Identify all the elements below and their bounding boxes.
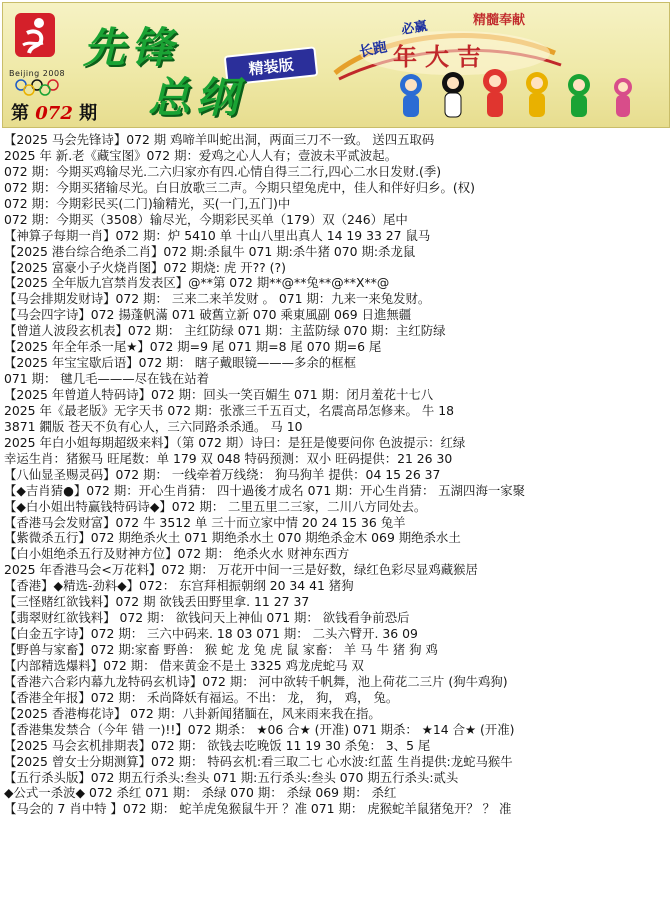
prediction-lines xyxy=(0,132,670,817)
header-banner xyxy=(2,2,670,128)
text-line: 幸运生肖：猪猴马 旺尾数：单 179 双 048 特码预测：双小 旺码提供：21 26 30 xyxy=(4,450,453,466)
text-line: 【2025 年全年杀一尾★】072 期=9 尾 071 期=8 尾 070 期=6 尾 xyxy=(4,339,382,355)
text-line: 【2025 全年版九宫禁肖发表区】@**第 072 期**@**兔**@**X**@ xyxy=(4,275,390,291)
text-line: 【2025 马会玄机排期表】072 期： 欲钱去吃晚饭 11 19 30 杀兔： 3、5 尾 xyxy=(4,737,431,753)
text-line: 【八仙显圣赐灵码】072 期： 一线牵着万线绕： 狗马狗羊 提供：04 15 26 37 xyxy=(4,466,441,482)
text-line: 072 期：今期买鸡输尽光.二六归家亦有四.心情自得三二行,四心二水日发财.(季) xyxy=(4,163,442,179)
mascot-figures-icon xyxy=(391,65,661,125)
issue-prefix: 第 xyxy=(11,103,29,124)
text-line: 【香港全年报】072 期： 禾尚降妖有福运。不出： 龙， 狗， 鸡， 兔。 xyxy=(4,689,399,705)
text-line: 【香港六合彩内幕九龙特码玄机诗】072 期： 河中欲转千帆舞，池上荷花二三片 (狗牛鸡狗) xyxy=(4,673,508,689)
beijing-emblem-icon xyxy=(9,11,61,65)
text-line: 【神算子每期一肖】072 期：炉 5410 单 十山八里出真人 14 19 33 27 鼠马 xyxy=(4,227,431,243)
slogan-new-year: 年大吉 xyxy=(393,42,489,71)
text-line: 2025 年 新.老《藏宝图》072 期：爱鸡之心人人有；壹波未平贰波起。 xyxy=(4,147,398,163)
text-line: 2025 年白小姐每期超级来料】（第 072 期）诗曰：是狂是傻要问你 色波提示：红绿 xyxy=(4,434,466,450)
text-line: 072 期：今期买猪输尽光。白日放歌三二声。今期只望兔虎中，佳人和伴好归乡。(权) xyxy=(4,179,475,195)
olympic-caption: Beijing 2008 xyxy=(9,69,66,78)
banner-title-top: 先锋 xyxy=(83,23,180,72)
text-line: 【香港马会发财富】072 牛 3512 单 三十而立家中情 20 24 15 36 兔羊 xyxy=(4,514,406,530)
text-line: 【2025 年曾道人特码诗】072 期：回头一笑百媚生 071 期：闭月羞花十七八 xyxy=(4,387,434,402)
text-line: 【香港】◆精选-劲料◆】072： 东宫拜相振朝纲 20 34 41 猪狗 xyxy=(4,578,354,594)
text-line: 【马会四字诗】072 揚蓬帆滿 071 破舊立新 070 乘東風副 069 日進無疆 xyxy=(4,307,412,323)
text-line: 071 期： 毽几毛———尽在钱在站着 xyxy=(4,371,209,387)
text-line: 072 期：今期买（3508）输尽光，今期彩民买单（179）双（246）尾中 xyxy=(4,211,408,227)
issue-number xyxy=(11,99,97,125)
text-line: 【2025 曾女士分期测算】072 期： 特码玄机:看三取二七 心水波:红蓝 生肖提供:龙蛇马猴牛 xyxy=(4,753,513,769)
text-line: ◆公式一杀波◆ 072 杀红 071 期： 杀绿 070 期： 杀绿 069 期： 杀红 xyxy=(4,785,397,801)
text-line: 【◆吉肖猜●】072 期：开心生肖猜： 四十過後才成名 071 期：开心生肖猜： 五湖四海一家聚 xyxy=(4,482,526,498)
text-line: 2025 年《最老版》无字天书 072 期：张涨三千五百丈，名震高昂怎修来。 牛 18 xyxy=(4,402,454,418)
text-line: 【白金五字诗】072 期： 三六中码来. 18 03 071 期： 二头六臂开. 36 09 xyxy=(4,626,418,642)
text-line: 【翡翠财红欲钱料】 072 期： 欲钱问天上神仙 071 期： 欲钱看争前恐后 xyxy=(4,610,410,626)
text-line: 【2025 香港梅花诗】 072 期：八卦新闻猪腼在，风来雨来我在指。 xyxy=(4,705,381,721)
text-line: 【白小姐绝杀五行及财神方位】072 期： 绝杀火水 财神东西方 xyxy=(4,546,350,562)
text-line: 【紫微杀五行】072 期绝杀火土 071 期绝杀水土 070 期绝杀金木 069 期绝杀水土 xyxy=(4,530,461,546)
issue-suffix: 期 xyxy=(79,103,98,124)
olympic-rings-icon xyxy=(13,79,61,97)
edition-badge: 精装版 xyxy=(224,46,319,85)
text-line: 【马会排期发财诗】072 期： 三来二来羊发财 。 071 期：九来一来兔发财。 xyxy=(4,291,431,307)
text-line: 【2025 富豪小子火烧肖图】072 期烧: 虎 开?? (?) xyxy=(4,259,286,275)
text-line: 【野兽与家畜】072 期:家畜 野兽： 猴 蛇 龙 兔 虎 鼠 家畜： 羊 马 牛 猪 狗 鸡 xyxy=(4,642,438,657)
banner-title-bottom: 总纲 xyxy=(148,73,245,122)
text-line: 【马会的 7 肖中特 】072 期： 蛇羊虎兔猴鼠牛开 ？准 071 期： 虎猴蛇羊鼠猪兔开？ ？ 准 xyxy=(4,801,512,817)
text-line: 【2025 年宝宝歇后语】072 期： 瞎子戴眼镜———多余的框框 xyxy=(4,355,356,371)
slogan-win: 必赢 xyxy=(400,18,429,39)
slogan-run: 长跑 xyxy=(357,39,389,61)
text-line: 3871 鐗版 苍天不负有心人，三六同路杀杀通。 马 10 xyxy=(4,418,303,434)
text-line: 【香港集发禁合（今年 错 一)!!】072 期杀： ★06 合★ (开准) 071 期杀： ★14 合★ (开准) xyxy=(4,721,515,737)
text-line: 【三怪赌红欲钱料】072 期 欲钱丢田野里拿. 11 27 37 xyxy=(4,594,310,610)
slogan-essence: 精髓奉献 xyxy=(473,13,526,28)
text-line: 【2025 港台综合绝杀二肖】072 期:杀鼠牛 071 期:杀牛猪 070 期:杀龙鼠 xyxy=(4,243,416,259)
issue-value: 072 xyxy=(35,103,73,124)
text-line: 【◆白小姐出特赢钱特码诗◆】072 期： 二里五里二三家，二川八方同处去。 xyxy=(4,498,427,514)
text-line: 【曾道人波段玄机表】072 期： 主红防绿 071 期：主蓝防绿 070 期：主红防绿 xyxy=(4,323,446,339)
text-line: 【2025 马会先锋诗】072 期 鸡啼羊叫蛇出洞，两面三刀不一致。 送四五取码 xyxy=(4,132,435,147)
text-line: 072 期：今期彩民买(二门)输精光，买(一门,五门)中 xyxy=(4,195,291,211)
text-line: 2025 年香港马会<万花料】072 期： 万花开中间一三是好数，绿红色彩尽显鸡藏猴居 xyxy=(4,562,478,578)
text-line: 【内部精选爆料】072 期： 借来黄金不是土 3325 鸡龙虎蛇马 双 xyxy=(4,657,364,673)
text-line: 【五行杀头版】072 期五行杀头:叁头 071 期:五行杀头:叁头 070 期五行杀头:贰头 xyxy=(4,769,459,785)
